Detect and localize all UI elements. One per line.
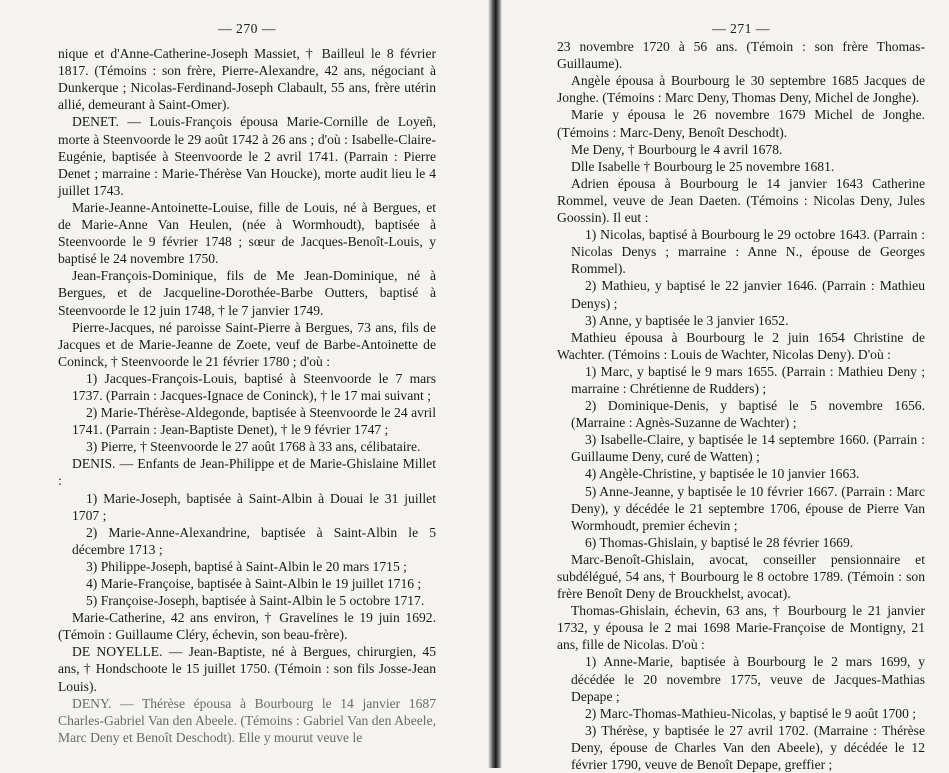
right-page	[557, 0, 925, 773]
paragraph: Mathieu épousa à Bourbourg le 2 juin 1654 Christine de Wachter. (Témoins : Louis de Wachter, Nicolas Deny). D'où :	[557, 329, 925, 362]
list-item: 3) Isabelle-Claire, y baptisée le 14 septembre 1660. (Parrain : Guillaume Deny, curé de Watten) ;	[571, 432, 925, 465]
paragraph: Marie y épousa le 26 novembre 1679 Michel de Jonghe. (Témoins : Marc-Deny, Benoît Deschodt).	[557, 107, 925, 140]
paragraph: Dlle Isabelle † Bourbourg le 25 novembre 1681.	[571, 158, 835, 174]
paragraph: Marie-Jeanne-Antoinette-Louise, fille de Louis, né à Bergues, et de Marie-Anne Van Heulen, (née à Wormhoudt), baptisée à Steenvoorde le 9 février 1748 ; sœur de Jacques-Benoît-Louis, y baptisé le 24 novembre 1750.	[58, 199, 436, 267]
list-item: 3) Thérèse, y baptisée le 27 avril 1702. (Marraine : Thérèse Deny, épouse de Charles Van den Abeele), y décédée le 12 février 1790, veuve de Benoît Depape, greffier ;	[571, 722, 925, 773]
list-item: 5) Anne-Jeanne, y baptisée le 10 février 1667. (Parrain : Marc Deny), y décédée le 21 septembre 1706, épouse de Pierre Van Wormhoudt, premier échevin ;	[571, 483, 925, 533]
page-number-270: — 270 —	[218, 21, 276, 36]
entry-denis: DENIS. — Enfants de Jean-Philippe et de Marie-Ghislaine Millet :	[58, 456, 436, 489]
list-item: 1) Nicolas, baptisé à Bourbourg le 29 octobre 1643. (Parrain : Nicolas Denys ; marraine : Anne N., épouse de Georges Rommel).	[571, 227, 925, 277]
list-item: 4) Marie-Françoise, baptisée à Saint-Albin le 19 juillet 1716 ;	[86, 576, 422, 591]
list-item: 3) Pierre, † Steenvoorde le 27 août 1768 à 33 ans, célibataire.	[86, 439, 421, 455]
page-number-271: — 271 —	[712, 21, 770, 36]
paragraph: Pierre-Jacques, né paroisse Saint-Pierre à Bergues, 73 ans, fils de Jacques et de Marie-Jeanne de Zoete, veuf de Barbe-Antoinette de Coninck, † Steenvoorde le 21 février 1780 ; d'où :	[58, 319, 436, 369]
paragraph: Angèle épousa à Bourbourg le 30 septembre 1685 Jacques de Jonghe. (Témoins : Marc Deny, Thomas Deny, Michel de Jonghe).	[557, 73, 925, 106]
left-page	[58, 0, 436, 768]
paragraph: Adrien épousa à Bourbourg le 14 janvier 1643 Catherine Rommel, veuve de Jean Daeten. (Témoins : Nicolas Deny, Jules Goossin). Il eut :	[557, 175, 925, 226]
list-item: 2) Marie-Thérèse-Aldegonde, baptisée à Steenvoorde le 24 avril 1741. (Parrain : Jean-Baptiste Denet), † le 9 février 1747 ;	[72, 405, 436, 438]
list-item: 3) Anne, y baptisée le 3 janvier 1652.	[585, 312, 789, 328]
entry-deny: DENY. — Thérèse épousa à Bourbourg le 14 janvier 1687 Charles-Gabriel Van den Abeele. (Témoins : Gabriel Van den Abeele, Marc Deny et Benoît Deschodt). Elle y mourut veuve le	[58, 695, 436, 745]
list-item: 2) Marc-Thomas-Mathieu-Nicolas, y baptisé le 9 août 1700 ;	[585, 705, 917, 721]
list-item: 1) Marc, y baptisé le 9 mars 1655. (Parrain : Mathieu Deny ; marraine : Chrétienne de Rudders) ;	[571, 363, 925, 396]
paragraph: Jean-François-Dominique, fils de Me Jean-Dominique, né à Bergues, et de Jacqueline-Dorothée-Barbe Outters, baptisé à Steenvoorde le 12 juin 1748, † le 7 janvier 1749.	[58, 268, 436, 318]
list-item: 1) Jacques-François-Louis, baptisé à Steenvoorde le 7 mars 1737. (Parrain : Jacques-Ignace de Coninck), † le 17 mai suivant ;	[72, 370, 436, 403]
paragraph: Me Deny, † Bourbourg le 4 avril 1678.	[571, 141, 783, 157]
list-item: 2) Marie-Anne-Alexandrine, baptisée à Saint-Albin le 5 décembre 1713 ;	[72, 524, 436, 557]
list-item: 1) Marie-Joseph, baptisée à Saint-Albin à Douai le 31 juillet 1707 ;	[72, 490, 436, 523]
book-gutter	[488, 0, 502, 768]
entry-denet: DENET. — Louis-François épousa Marie-Cornille de Loyeñ, morte à Steenvoorde le 29 août 1742 à 26 ans ; d'où : Isabelle-Claire-Eugénie, baptisée à Steenvoorde le 2 avril 1741. (Parrain : Pierre Denet ; marraine : Marie-Thérèse Van Houcke), morte audit lieu le 4 juillet 1743.	[58, 114, 436, 198]
list-item: 5) Françoise-Joseph, baptisée à Saint-Albin le 5 octobre 1717.	[86, 593, 425, 609]
list-item: 3) Philippe-Joseph, baptisé à Saint-Albin le 20 mars 1715 ;	[86, 558, 407, 574]
list-item: 1) Anne-Marie, baptisée à Bourbourg le 2 mars 1699, y décédée le 20 novembre 1775, veuve de Jacques-Mathias Depape ;	[571, 654, 925, 704]
paragraph: 23 novembre 1720 à 56 ans. (Témoin : son frère Thomas-Guillaume).	[557, 39, 925, 72]
entry-de-noyelle: DE NOYELLE. — Jean-Baptiste, né à Bergues, chirurgien, 45 ans, † Hondschoote le 15 juillet 1750. (Témoin : son fils Josse-Jean Louis).	[58, 644, 436, 694]
list-item: 4) Angèle-Christine, y baptisée le 10 janvier 1663.	[585, 466, 860, 482]
paragraph: Thomas-Ghislain, échevin, 63 ans, † Bourbourg le 21 janvier 1732, y épousa le 2 mai 1698 Marie-Françoise de Montigny, 21 ans, fille de Nicolas. D'où :	[557, 603, 925, 653]
list-item: 2) Mathieu, y baptisé le 22 janvier 1646. (Parrain : Mathieu Denys) ;	[571, 278, 925, 311]
paragraph: Marie-Catherine, 42 ans environ, † Gravelines le 19 juin 1692. (Témoin : Guillaume Cléry, échevin, son beau-frère).	[58, 610, 436, 643]
paragraph: Marc-Benoît-Ghislain, avocat, conseiller pensionnaire et subdélégué, 54 ans, † Bourbourg le 8 octobre 1789. (Témoin : son frère Benoît Deny de Brouckhelst, avocat).	[557, 551, 925, 602]
list-item: 6) Thomas-Ghislain, y baptisé le 28 février 1669.	[585, 534, 854, 550]
paragraph: nique et d'Anne-Catherine-Joseph Massiet, † Bailleul le 8 février 1817. (Témoins : son frère, Pierre-Alexandre, 42 ans, négociant à Dunkerque ; Nicolas-Ferdinand-Joseph Clabault, 55 ans, frère utérin allié, demeurant à Saint-Omer).	[58, 46, 436, 113]
list-item: 2) Dominique-Denis, y baptisé le 5 novembre 1656. (Marraine : Agnès-Suzanne de Wachter) ;	[571, 398, 925, 431]
